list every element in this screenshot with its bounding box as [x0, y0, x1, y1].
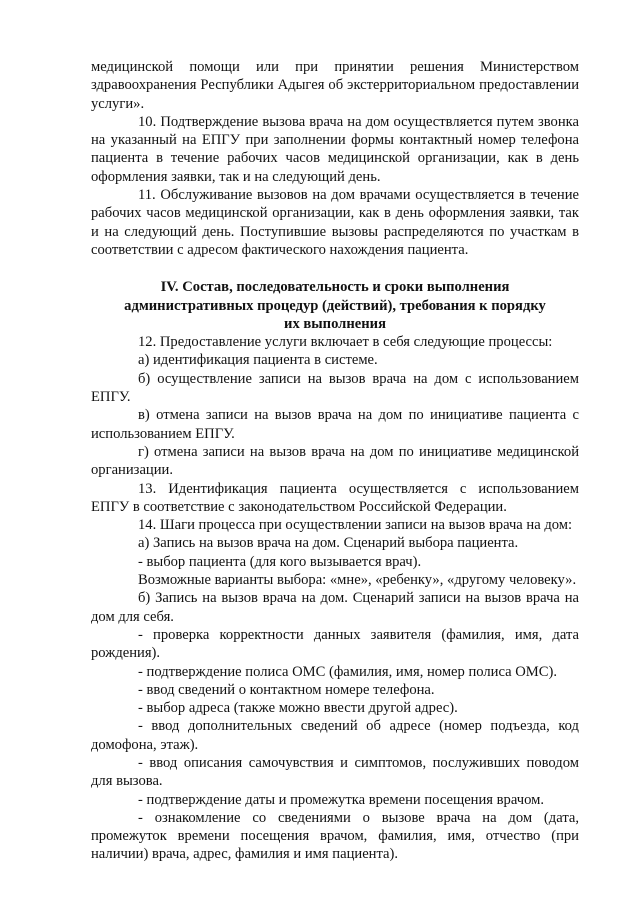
- dash-item-review: - ознакомление со сведениями о вызове врача на дом (дата, промежуток времени посещения врачом, фамилия, имя, отчество (при наличии) врача, адрес, фамилия и имя пациента).: [91, 809, 579, 863]
- list-item-12v: в) отмена записи на вызов врача на дом по инициативе пациента с использованием ЕПГУ.: [91, 407, 579, 442]
- dash-item-date-time: - подтверждение даты и промежутка времени посещения врачом.: [138, 791, 544, 808]
- dash-item-phone: - ввод сведений о контактном номере телефона.: [138, 681, 435, 698]
- dash-item-oms-policy: - подтверждение полиса ОМС (фамилия, имя, номер полиса ОМС).: [138, 663, 558, 680]
- paragraph-item-12: 12. Предоставление услуги включает в себя следующие процессы:: [138, 334, 553, 351]
- paragraph-item-11: 11. Обслуживание вызовов на дом врачами осуществляется в течение рабочих часов медицинской организации, как в день оформления заявки, так и на следующий день. Поступившие вызовы распределяются по участкам в соответствии с адресом фактического нахождения пациента.: [91, 187, 579, 258]
- paragraph-item-10: 10. Подтверждение вызова врача на дом осуществляется путем звонка на указанный на ЕПГУ при заполнении формы контактный номер телефона пациента в течение рабочих часов медицинской организации, как в день оформления заявки, так и на следующий день.: [91, 113, 579, 185]
- dash-item-address-extra: - ввод дополнительных сведений об адресе (номер подъезда, код домофона, этаж).: [91, 718, 579, 753]
- document-page: [91, 58, 579, 864]
- list-item-12a: а) идентификация пациента в системе.: [138, 352, 378, 369]
- dash-item-check-data: - проверка корректности данных заявителя (фамилия, имя, дата рождения).: [91, 626, 579, 662]
- list-item-12g: г) отмена записи на вызов врача на дом по инициативе медицинской организации.: [91, 443, 579, 479]
- choice-options-text: Возможные варианты выбора: «мне», «ребенку», «другому человеку».: [138, 572, 577, 589]
- paragraph-continuation: медицинской помощи или при принятии решения Министерством здравоохранения Республики Адыгея об экстерриториальном предоставлении услуги».: [91, 59, 579, 112]
- section-heading: IV. Состав, последовательность и сроки выполнения административных процедур (действий), требования к порядку их выполнения: [124, 279, 546, 332]
- dash-item-patient-choice: - выбор пациента (для кого вызывается врач).: [138, 553, 422, 570]
- list-item-12b: б) осуществление записи на вызов врача на дом с использованием ЕПГУ.: [91, 370, 579, 406]
- list-item-14b: б) Запись на вызов врача на дом. Сценарий записи на вызов врача на дом для себя.: [91, 590, 579, 625]
- list-item-14a: а) Запись на вызов врача на дом. Сценарий выбора пациента.: [138, 535, 519, 552]
- dash-item-symptoms: - ввод описания самочувствия и симптомов, послуживших поводом для вызова.: [91, 754, 579, 790]
- paragraph-item-14: 14. Шаги процесса при осуществлении записи на вызов врача на дом:: [138, 517, 573, 534]
- dash-item-address: - выбор адреса (также можно ввести другой адрес).: [138, 700, 458, 717]
- paragraph-item-13: 13. Идентификация пациента осуществляется с использованием ЕПГУ в соответствие с законодательством Российской Федерации.: [91, 480, 579, 515]
